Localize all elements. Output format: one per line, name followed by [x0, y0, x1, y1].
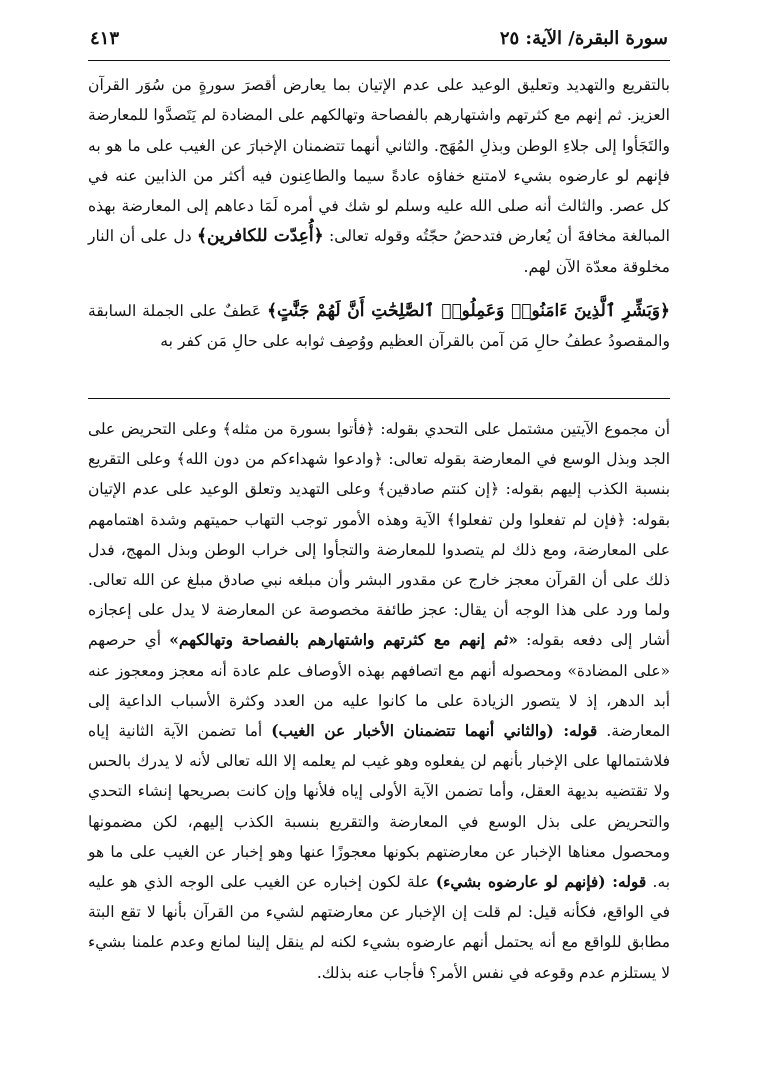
- page-number: ٤١٣: [90, 28, 120, 49]
- main-paragraph-text: بالتقريع والتهديد وتعليق الوعيد على عدم الإتيان بما يعارض أقصرَ سورةٍ من سُوَر القرآن العزيز. ثم إنهم مع كثرتهم واشتهارهم بالفصاحة وتهالكهم على المضادة لم يَتَصدَّوا للمعارضة والتَجَأوا إلى جلاءِ الوطن وبذلِ المُهَج. والثاني أنهما تتضمنان الإخبارَ عن الغيب على ما هو به فإنهم لو عارضوه بشيء لامتنع خفاؤه عادةً سيما والطاعِنون فيه أكثر من الذابين عنه في كل عصر. والثالث أنه صلى الله عليه وسلم لو شك في أمره لَمَا دعاهم إلى المعارضة بهذه المبالغة مخافةَ أن يُعارض فتدحضُ حجّتُه وقوله تعالى:: [88, 76, 671, 246]
- footnote-divider: [88, 398, 670, 399]
- main-text: [88, 70, 670, 357]
- footnote-text-3: أما تضمن الآية الثانية إياه فلاشتمالها على الإخبار بأنهم لن يفعلوه وهو غيب لم يعلمه إلا الله تعالى لأنه لا يدرك بالحس ولا تقتضيه بديهة العقل، وأما تضمن الآية الأولى إياه فلأنها وإن كانت بصريحها إنشاء التحدي والتحريض على بذل الوسع في المعارضة والتقريع بنسبة الكذب إليهم، لكن مضمونها ومحصول معناها الإخبار عن معارضتهم بكونها معجوزًا عنها وهو إخبار عن الغيب على ما هو به.: [88, 722, 670, 892]
- footnote-label-3: قوله: (فإنهم لو عارضوه بشيء): [435, 873, 647, 892]
- footnote-quote-1: «ثم إنهم مع كثرتهم واشتهارهم بالفصاحة وتهالكهم»: [169, 631, 518, 650]
- footnotes: [88, 414, 670, 988]
- footnote-text-4: علة لكون إخباره عن الغيب على الوجه الذي هو عليه في الواقع، فكأنه قيل: لم قلت إن الإخبار عن معارضتهم لشيء من القرآن بأنها لا تقع البتة مطابق للواقع مع أنه يحتمل أنهم عارضوه بشيء لكنه لم ينقل إلينا لمانع وعدم علمنا بشيء لا يستلزم عدم وقوعه في نفس الأمر؟ فأجاب عنه بذلك.: [88, 873, 670, 982]
- verse-paragraph: [88, 296, 670, 357]
- verse-commentary: عَطفٌ على الجملة السابقة والمقصودُ عطفُ حالِ مَن آمن بالقرآن العظيم ووُصِف ثوابه على حالِ مَن كفر به: [88, 302, 670, 351]
- verse-quote: ﴿وَبَشِّرِ ٱلَّذِينَ ءَامَنُوا۟ وَعَمِلُوا۟ ٱلصَّٰلِحَٰتِ أَنَّ لَهُمْ جَنَّٰتٍ﴾: [267, 301, 670, 322]
- running-title: سورة البقرة/ الآية: ٢٥: [499, 28, 668, 49]
- main-paragraph-tail: دل على أن النار مخلوقة معدّة الآن لهم.: [88, 227, 670, 276]
- page-header: [88, 20, 670, 61]
- footnote-text-2: أي حرصهم «على المضادة» ومحصوله أنهم مع اتصافهم بهذه الأوصاف علم عادة أنه معجز ومعجوز عنه أبد الدهر، إذ لا يتصور الزيادة على ما كانوا عليه من العدد وكثرة الأسباب الداعية إلى المعارضة.: [88, 631, 670, 741]
- main-paragraph: [88, 70, 670, 282]
- quran-quote: ﴿أُعِدّت للكافرين﴾: [197, 226, 324, 247]
- footnote-paragraph: [88, 414, 670, 988]
- footnote-label-2: قوله: (والثاني أنهما تتضمنان الأخبار عن الغيب): [271, 722, 598, 741]
- footnote-text-1: أن مجموع الآيتين مشتمل على التحدي بقوله: ﴿فأتوا بسورة من مثله﴾ وعلى التحريض على الجد وبذل الوسع في المعارضة بقوله تعالى: ﴿وادعوا شهداءكم من دون الله﴾ وعلى التقريع بنسبة الكذب إليهم بقوله: ﴿إن كنتم صادقين﴾ وعلى التهديد وتعلق الوعيد على عدم الإتيان بقوله: ﴿فإن لم تفعلوا ولن تفعلوا﴾ الآية وهذه الأمور توجب التهاب حميتهم وشدة اهتمامهم على المعارضة، ومع ذلك لم يتصدوا للمعارضة والتجأوا إلى خراب الوطن وبذل المهج، فدل ذلك على أن القرآن معجز خارج عن مقدور البشر وأن مبلغه نبي صادق مبلغ عن الله تعالى. ولما ورد على هذا الوجه أن يقال: عجز طائفة مخصوصة عن المعارضة لا يدل على إعجازه أشار إلى دفعه بقوله:: [88, 420, 670, 650]
